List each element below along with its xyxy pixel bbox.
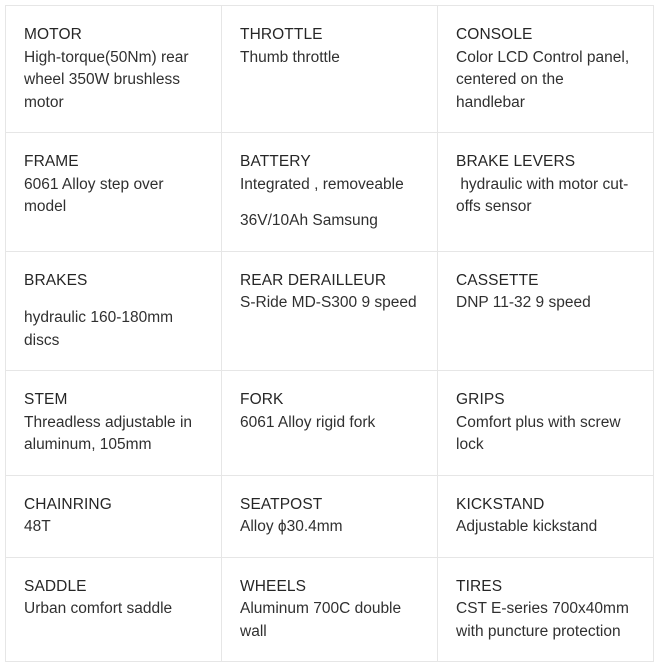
table-row (6, 475, 654, 557)
spec-value: High-torque(50Nm) rear wheel 350W brushless motor (24, 48, 189, 111)
spec-value: Integrated , removeable (240, 175, 404, 193)
spec-value: Urban comfort saddle (24, 600, 173, 617)
spec-cell-wheels (222, 557, 438, 662)
spec-cell-frame (6, 133, 222, 252)
spec-value: Threadless adjustable in aluminum, 105mm (24, 413, 193, 453)
spec-value: DNP 11-32 9 speed (456, 294, 591, 311)
spec-label: MOTOR (24, 26, 82, 43)
spec-label: BATTERY (240, 153, 311, 170)
table-row (6, 6, 654, 133)
spec-cell-motor (6, 6, 222, 133)
spec-cell-grips (438, 371, 654, 476)
spec-cell-brakes (6, 251, 222, 371)
spec-value: hydraulic with motor cut-offs sensor (456, 175, 629, 215)
spec-cell-console (438, 6, 654, 133)
spec-value: 48T (24, 518, 51, 535)
table-row (6, 557, 654, 662)
table-row (6, 371, 654, 476)
spec-label: FRAME (24, 153, 79, 170)
spec-label: BRAKE LEVERS (456, 153, 576, 170)
spec-cell-cassette (438, 251, 654, 371)
spec-table (5, 5, 654, 662)
spec-cell-tires (438, 557, 654, 662)
spec-label: SEATPOST (240, 495, 323, 513)
spec-label: CHAINRING (24, 495, 112, 513)
spec-cell-kickstand (438, 475, 654, 557)
table-row (6, 251, 654, 371)
spec-cell-brake-levers (438, 133, 654, 252)
spec-value: CST E-series 700x40mm with puncture protection (456, 600, 629, 640)
spec-label: KICKSTAND (456, 495, 545, 513)
spec-label: THROTTLE (240, 26, 323, 43)
spec-cell-saddle (6, 557, 222, 662)
spec-cell-battery (222, 133, 438, 252)
spec-label: TIRES (456, 577, 503, 595)
spec-value: S-Ride MD-S300 9 speed (240, 294, 417, 311)
spec-value: Aluminum 700C double wall (240, 600, 402, 640)
spec-value: Color LCD Control panel, centered on the handlebar (456, 48, 630, 111)
spec-value: hydraulic 160-180mm discs (24, 309, 174, 349)
spec-label: FORK (240, 391, 284, 408)
spec-label: REAR DERAILLEUR (240, 271, 387, 289)
spec-value: Comfort plus with screw lock (456, 413, 621, 453)
spec-value: Adjustable kickstand (456, 518, 598, 535)
spec-cell-rear-derailleur (222, 251, 438, 371)
table-row (6, 133, 654, 252)
spec-value-secondary: 36V/10Ah Samsung (240, 212, 378, 229)
spec-cell-seatpost (222, 475, 438, 557)
spec-label: GRIPS (456, 391, 505, 408)
spec-value: 6061 Alloy rigid fork (240, 413, 376, 431)
spec-value: Thumb throttle (240, 48, 340, 66)
spec-label: SADDLE (24, 577, 87, 595)
spec-cell-throttle (222, 6, 438, 133)
spec-label: CASSETTE (456, 271, 539, 289)
spec-cell-chainring (6, 475, 222, 557)
spec-label: STEM (24, 391, 68, 408)
spec-label: BRAKES (24, 271, 88, 289)
spec-label: WHEELS (240, 577, 307, 595)
spec-value: 6061 Alloy step over model (24, 175, 164, 215)
spec-value: Alloy ϕ30.4mm (240, 518, 343, 535)
spec-cell-stem (6, 371, 222, 476)
spec-label: CONSOLE (456, 26, 533, 43)
spec-cell-fork (222, 371, 438, 476)
